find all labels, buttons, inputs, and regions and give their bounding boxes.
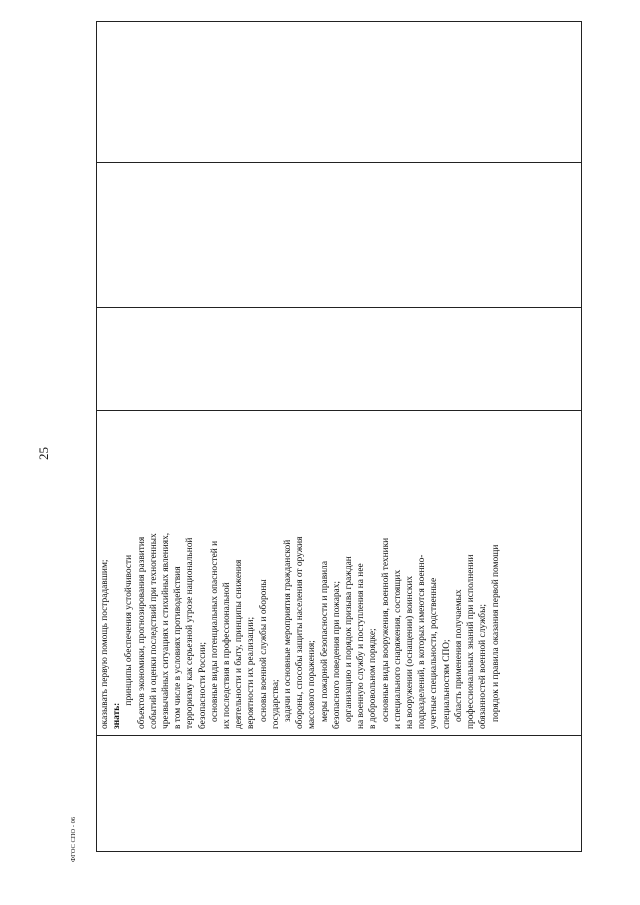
table-cell-content [97,411,582,736]
table-cell-hours-max [97,308,582,411]
content-line: событий и оценки последствий при техногенных [148,533,159,729]
content-line: деятельности и быту, принципы снижения [234,559,245,729]
content-line: специальностям СПО; [441,639,452,729]
content-line: меры пожарной безопасности и правила [319,561,330,729]
footer-mark: ФГОС СПО - 06 [70,816,77,862]
content-line: на вооружении (оснащении) воинских [405,575,416,729]
competency-table [96,21,582,852]
content-line: оказывать первую помощь пострадавшим; [100,559,110,729]
content-lines [99,414,502,729]
content-line: чрезвычайных ситуациях и стихийных явлениях, [161,532,172,729]
table-cell-hours-mandatory [97,163,582,308]
content-line: порядок и правила оказания первой помощи [490,544,501,729]
content-line: в добровольном порядке; [368,628,379,729]
content-line: государства; [270,679,281,729]
content-line: и специального снаряжения, состоящих [392,569,403,729]
content-line: массового поражения; [307,640,318,729]
rotated-table [96,22,582,852]
content-line: учетные специальности, родственные [429,577,440,729]
page-number: 25 [36,447,51,460]
content-line: задачи и основные мероприятия гражданской [283,539,294,729]
content-line: обязанностей военной службы; [478,604,489,729]
content-line: организацию и порядок призыва граждан [344,556,355,729]
content-line: в том числе в условиях противодействия [173,566,184,729]
content-line: принципы обеспечения устойчивости [124,554,135,729]
content-line: их последствия в профессиональной [222,582,233,729]
content-line: профессиональных знаний при исполнении [466,554,477,729]
content-line: обороны, способы защиты населения от оружия [295,536,306,729]
content-line: основные виды вооружения, военной техники [380,537,391,729]
content-line: вероятности их реализации; [246,616,257,729]
content-line: подразделений, в которых имеются военно- [417,554,428,729]
table-row [97,22,582,852]
content-line: область применения получаемых [453,589,464,729]
content-line: на военную службу и поступления на нее [356,563,367,729]
content-line: безопасности России; [197,641,208,729]
content-line: основные виды потенциальных опасностей и [209,540,220,729]
table-cell-competencies [97,22,582,163]
content-line: знать: [112,702,123,729]
content-line: терроризму как серьезной угрозе национальной [185,537,196,729]
table-cell-code [97,736,582,852]
content-line: объектов экономики, прогнозирования развития [136,536,147,729]
content-line: безопасного поведения при пожарах; [331,581,342,729]
content-line: основы военной службы и обороны [258,579,269,729]
